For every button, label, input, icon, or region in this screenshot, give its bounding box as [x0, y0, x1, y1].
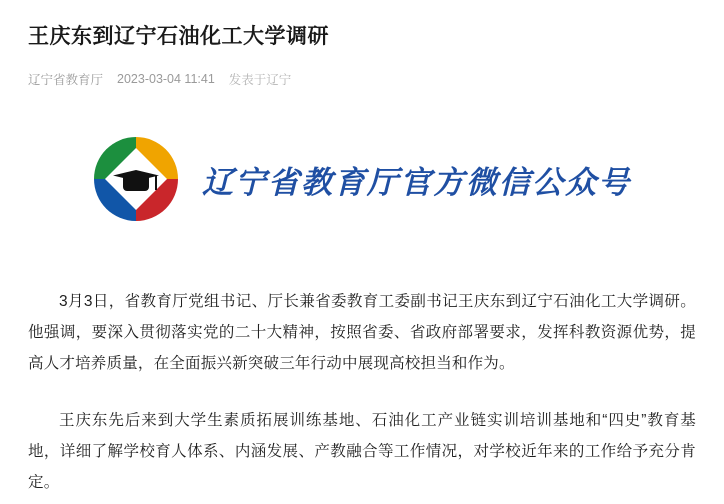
paragraph: 3月3日，省教育厅党组书记、厅长兼省委教育工委副书记王庆东到辽宁石油化工大学调研。他强调，要深入贯彻落实党的二十大精神，按照省委、省政府部署要求，发挥科教资源优势，提高人才培养质量，在全面振兴新突破三年行动中展现高校担当和作为。 — [28, 293, 696, 372]
meta-source[interactable]: 辽宁省教育厅 — [28, 73, 104, 87]
paragraph: 王庆东先后来到大学生素质拓展训练基地、石油化工产业链实训培训基地和“四史”教育基地，详细了解学校育人体系、内涵发展、产教融合等工作情况，对学校近年来的工作给予充分肯定。 — [28, 412, 696, 491]
cap-tassel — [155, 175, 157, 190]
article-container — [0, 0, 724, 244]
page-title: 王庆东到辽宁石油化工大学调研 — [28, 25, 329, 48]
article-body — [0, 286, 724, 498]
meta-location: 发表于辽宁 — [228, 73, 292, 87]
cap-body — [123, 177, 149, 191]
article-meta — [28, 70, 696, 88]
official-account-banner — [28, 114, 696, 244]
meta-datetime: 2023-03-04 11:41 — [117, 72, 215, 86]
graduation-cap-logo-icon — [94, 137, 178, 221]
graduation-cap-shape — [113, 162, 159, 196]
banner-title-text: 辽宁省教育厅官方微信公众号 — [202, 164, 631, 200]
